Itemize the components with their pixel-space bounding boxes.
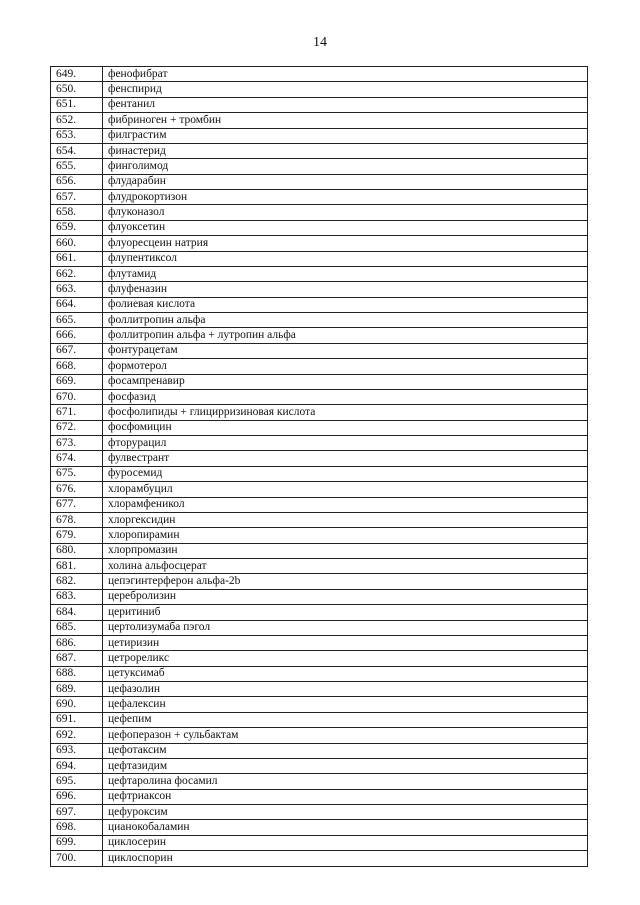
table-row — [51, 389, 588, 404]
page-number: 14 — [313, 35, 327, 50]
table-row — [51, 374, 588, 389]
drug-name: фосфазид — [103, 389, 588, 404]
table-row — [51, 359, 588, 374]
table-row — [51, 728, 588, 743]
row-number: 665. — [51, 313, 103, 328]
row-number: 662. — [51, 266, 103, 281]
drug-name: фенофибрат — [103, 67, 588, 82]
drug-name: флудрокортизон — [103, 190, 588, 205]
row-number: 653. — [51, 128, 103, 143]
drug-name: филграстим — [103, 128, 588, 143]
table-row — [51, 620, 588, 635]
table-row — [51, 589, 588, 604]
table-row — [51, 451, 588, 466]
table-row — [51, 497, 588, 512]
drug-list-table — [50, 66, 588, 867]
row-number: 664. — [51, 297, 103, 312]
row-number: 668. — [51, 359, 103, 374]
drug-name: хлорамбуцил — [103, 482, 588, 497]
drug-name: цефазолин — [103, 682, 588, 697]
row-number: 671. — [51, 405, 103, 420]
drug-name: циклоспорин — [103, 851, 588, 866]
drug-name: цефтриаксон — [103, 789, 588, 804]
table-row — [51, 466, 588, 481]
table-row — [51, 574, 588, 589]
table-row — [51, 236, 588, 251]
table-row — [51, 251, 588, 266]
row-number: 682. — [51, 574, 103, 589]
table-row — [51, 743, 588, 758]
drug-name: фторурацил — [103, 436, 588, 451]
table-row — [51, 605, 588, 620]
row-number: 655. — [51, 159, 103, 174]
row-number: 673. — [51, 436, 103, 451]
drug-name: фуросемид — [103, 466, 588, 481]
table-row — [51, 67, 588, 82]
drug-name: фосампренавир — [103, 374, 588, 389]
row-number: 687. — [51, 651, 103, 666]
drug-name: флутамид — [103, 266, 588, 281]
drug-name: флуоресцеин натрия — [103, 236, 588, 251]
row-number: 693. — [51, 743, 103, 758]
row-number: 692. — [51, 728, 103, 743]
drug-name: цефотаксим — [103, 743, 588, 758]
table-row — [51, 266, 588, 281]
table-row — [51, 635, 588, 650]
row-number: 686. — [51, 635, 103, 650]
table-row — [51, 159, 588, 174]
row-number: 670. — [51, 389, 103, 404]
row-number: 652. — [51, 113, 103, 128]
drug-name: холина альфосцерат — [103, 559, 588, 574]
table-row — [51, 205, 588, 220]
row-number: 658. — [51, 205, 103, 220]
row-number: 700. — [51, 851, 103, 866]
drug-name: фулвестрант — [103, 451, 588, 466]
row-number: 675. — [51, 466, 103, 481]
row-number: 678. — [51, 512, 103, 527]
table-row — [51, 82, 588, 97]
row-number: 680. — [51, 543, 103, 558]
table-row — [51, 313, 588, 328]
table-row — [51, 190, 588, 205]
row-number: 676. — [51, 482, 103, 497]
table-row — [51, 220, 588, 235]
row-number: 689. — [51, 682, 103, 697]
table-row — [51, 805, 588, 820]
row-number: 667. — [51, 343, 103, 358]
row-number: 681. — [51, 559, 103, 574]
table-row — [51, 97, 588, 112]
row-number: 654. — [51, 143, 103, 158]
drug-name: церебролизин — [103, 589, 588, 604]
row-number: 688. — [51, 666, 103, 681]
drug-name: хлоропирамин — [103, 528, 588, 543]
table-row — [51, 712, 588, 727]
row-number: 691. — [51, 712, 103, 727]
row-number: 699. — [51, 835, 103, 850]
row-number: 698. — [51, 820, 103, 835]
row-number: 695. — [51, 774, 103, 789]
drug-name: цетиризин — [103, 635, 588, 650]
drug-name: фентанил — [103, 97, 588, 112]
drug-name: цефтаролина фосамил — [103, 774, 588, 789]
row-number: 684. — [51, 605, 103, 620]
table-row — [51, 420, 588, 435]
drug-name: церитиниб — [103, 605, 588, 620]
table-row — [51, 174, 588, 189]
drug-name: фолиевая кислота — [103, 297, 588, 312]
row-number: 659. — [51, 220, 103, 235]
table-row — [51, 282, 588, 297]
drug-name: цефтазидим — [103, 758, 588, 773]
row-number: 672. — [51, 420, 103, 435]
row-number: 679. — [51, 528, 103, 543]
row-number: 690. — [51, 697, 103, 712]
drug-name: цианокобаламин — [103, 820, 588, 835]
drug-name: фенспирид — [103, 82, 588, 97]
table-row — [51, 436, 588, 451]
table-row — [51, 528, 588, 543]
table-row — [51, 835, 588, 850]
table-row — [51, 405, 588, 420]
drug-name: флупентиксол — [103, 251, 588, 266]
row-number: 661. — [51, 251, 103, 266]
table-row — [51, 512, 588, 527]
row-number: 656. — [51, 174, 103, 189]
table-row — [51, 666, 588, 681]
row-number: 669. — [51, 374, 103, 389]
row-number: 677. — [51, 497, 103, 512]
drug-name: фонтурацетам — [103, 343, 588, 358]
drug-name: цефалексин — [103, 697, 588, 712]
drug-name: фоллитропин альфа — [103, 313, 588, 328]
row-number: 660. — [51, 236, 103, 251]
table-row — [51, 789, 588, 804]
drug-name: фибриноген + тромбин — [103, 113, 588, 128]
drug-list-body — [51, 67, 588, 867]
row-number: 651. — [51, 97, 103, 112]
drug-name: финголимод — [103, 159, 588, 174]
drug-name: фосфомицин — [103, 420, 588, 435]
table-row — [51, 482, 588, 497]
drug-name: фоллитропин альфа + лутропин альфа — [103, 328, 588, 343]
drug-name: финастерид — [103, 143, 588, 158]
drug-name: цертолизумаба пэгол — [103, 620, 588, 635]
table-row — [51, 697, 588, 712]
drug-name: фосфолипиды + глицирризиновая кислота — [103, 405, 588, 420]
table-row — [51, 328, 588, 343]
drug-name: формотерол — [103, 359, 588, 374]
row-number: 683. — [51, 589, 103, 604]
row-number: 696. — [51, 789, 103, 804]
table-row — [51, 113, 588, 128]
drug-name: хлорпромазин — [103, 543, 588, 558]
drug-name: циклосерин — [103, 835, 588, 850]
table-row — [51, 143, 588, 158]
drug-name: цефепим — [103, 712, 588, 727]
table-row — [51, 543, 588, 558]
row-number: 666. — [51, 328, 103, 343]
row-number: 685. — [51, 620, 103, 635]
table-row — [51, 758, 588, 773]
table-row — [51, 774, 588, 789]
row-number: 697. — [51, 805, 103, 820]
table-row — [51, 297, 588, 312]
table-row — [51, 651, 588, 666]
drug-name: хлорамфеникол — [103, 497, 588, 512]
drug-name: цефоперазон + сульбактам — [103, 728, 588, 743]
row-number: 650. — [51, 82, 103, 97]
drug-name: цефуроксим — [103, 805, 588, 820]
row-number: 694. — [51, 758, 103, 773]
table-row — [51, 559, 588, 574]
table-row — [51, 128, 588, 143]
drug-name: цетрореликс — [103, 651, 588, 666]
drug-name: флуоксетин — [103, 220, 588, 235]
table-row — [51, 343, 588, 358]
row-number: 663. — [51, 282, 103, 297]
table-row — [51, 682, 588, 697]
table-row — [51, 820, 588, 835]
drug-name: цепэгинтерферон альфа-2b — [103, 574, 588, 589]
drug-name: цетуксимаб — [103, 666, 588, 681]
table-row — [51, 851, 588, 866]
row-number: 657. — [51, 190, 103, 205]
drug-name: флуфеназин — [103, 282, 588, 297]
drug-name: хлоргексидин — [103, 512, 588, 527]
row-number: 649. — [51, 67, 103, 82]
drug-name: флударабин — [103, 174, 588, 189]
drug-name: флуконазол — [103, 205, 588, 220]
row-number: 674. — [51, 451, 103, 466]
